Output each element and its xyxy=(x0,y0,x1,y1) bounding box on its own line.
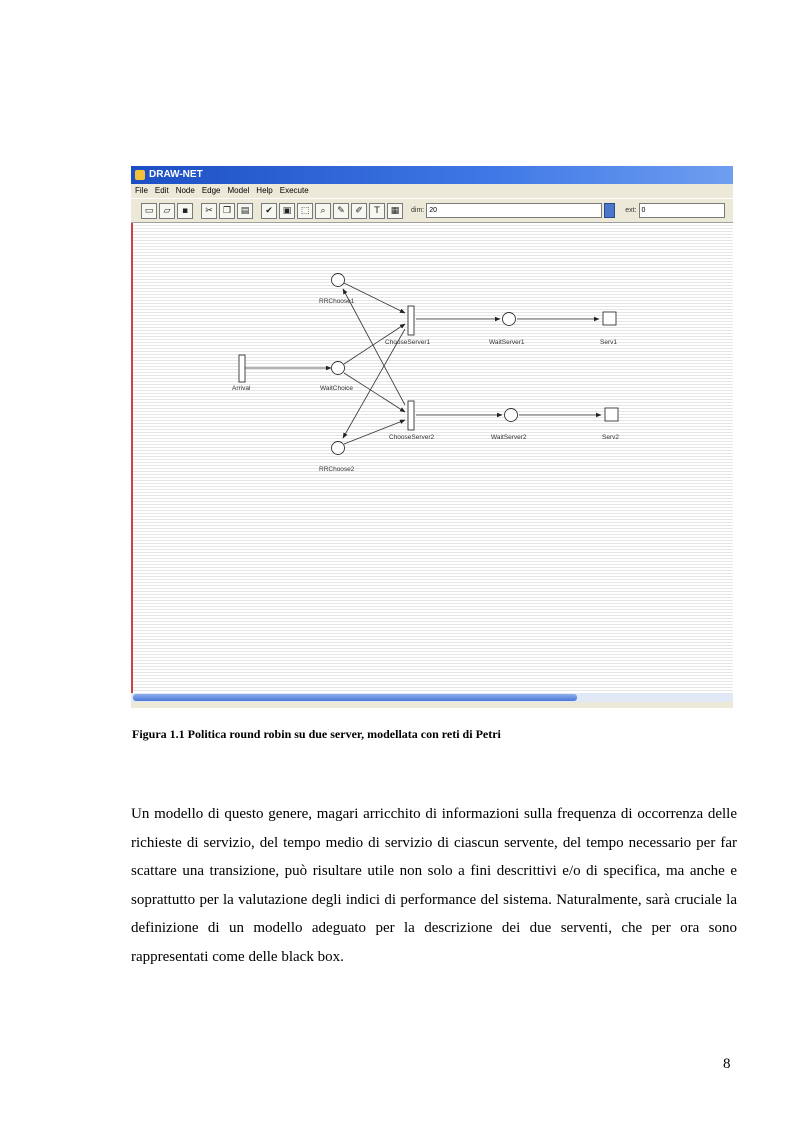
menu-execute[interactable]: Execute xyxy=(279,186,309,195)
place-rrchoose1 xyxy=(332,274,345,287)
drawnet-screenshot xyxy=(131,166,733,708)
status-bar xyxy=(131,702,733,708)
cut-icon[interactable]: ✂ xyxy=(201,203,217,219)
open-folder-icon[interactable]: ▱ xyxy=(159,203,175,219)
scrollbar-thumb[interactable] xyxy=(133,694,577,701)
menu-edge[interactable]: Edge xyxy=(201,186,221,195)
box-serv1 xyxy=(603,312,616,325)
label-chooseserver2: ChooseServer2 xyxy=(389,434,435,441)
place-rrchoose2 xyxy=(332,442,345,455)
menu-node[interactable]: Node xyxy=(175,186,195,195)
transition-arrival xyxy=(239,355,245,382)
arc-waitchoice-choose2 xyxy=(344,373,405,412)
transition-chooseserver2 xyxy=(408,401,414,430)
label-rrchoose1: RRChoose1 xyxy=(319,298,355,305)
select-icon[interactable]: ⬚ xyxy=(297,203,313,219)
dim-input[interactable]: 20 xyxy=(426,203,602,218)
box-serv2 xyxy=(605,408,618,421)
menu-file[interactable]: File xyxy=(135,186,148,195)
zoom-icon[interactable]: ⌕ xyxy=(315,203,331,219)
menu-model[interactable]: Model xyxy=(227,186,250,195)
new-file-icon[interactable]: ▭ xyxy=(141,203,157,219)
window-title: DRAW-NET xyxy=(149,169,203,180)
dim-label: dim: xyxy=(411,207,425,214)
place-waitserver2 xyxy=(505,409,518,422)
check-icon[interactable]: ✔ xyxy=(261,203,277,219)
dim-spinner[interactable] xyxy=(604,203,615,218)
menu-help[interactable]: Help xyxy=(256,186,273,195)
toolbar xyxy=(131,198,733,223)
place-waitserver1 xyxy=(503,313,516,326)
label-waitserver1: WaitServer1 xyxy=(489,339,525,346)
label-waitchoice: WaitChoice xyxy=(320,385,353,392)
label-arrival: Arrival xyxy=(232,385,251,392)
transition-chooseserver1 xyxy=(408,306,414,335)
ext-label: ext: xyxy=(625,207,637,214)
menu-bar xyxy=(131,184,733,198)
edit-icon[interactable]: ✐ xyxy=(351,203,367,219)
place-waitchoice xyxy=(332,362,345,375)
figure-caption: Figura 1.1 Politica round robin su due server, modellata con reti di Petri xyxy=(132,727,501,741)
paste-icon[interactable]: ▤ xyxy=(237,203,253,219)
save-icon[interactable]: ▪ xyxy=(177,203,193,219)
horizontal-scrollbar[interactable] xyxy=(131,693,733,702)
label-serv1: Serv1 xyxy=(600,339,617,346)
menu-edit[interactable]: Edit xyxy=(154,186,169,195)
label-chooseserver1: ChooseServer1 xyxy=(385,339,431,346)
frame-icon[interactable]: ▣ xyxy=(279,203,295,219)
text-icon[interactable]: T xyxy=(369,203,385,219)
diagram-canvas[interactable] xyxy=(131,223,733,693)
grid-icon[interactable]: ▦ xyxy=(387,203,403,219)
petri-net-diagram xyxy=(133,223,733,693)
page-number: 8 xyxy=(723,1056,731,1072)
label-rrchoose2: RRChoose2 xyxy=(319,466,355,473)
window-titlebar xyxy=(131,166,733,184)
pencil-icon[interactable]: ✎ xyxy=(333,203,349,219)
label-waitserver2: WaitServer2 xyxy=(491,434,527,441)
label-serv2: Serv2 xyxy=(602,434,619,441)
ext-input[interactable]: 0 xyxy=(639,203,725,218)
app-icon xyxy=(135,170,145,180)
body-paragraph: Un modello di questo genere, magari arricchito di informazioni sulla frequenza di occorrenza delle richieste di servizio, del tempo medio di servizio di ciascun servente, del tempo necessario per far scattare una transizione, può risultare utile non solo a fini descrittivi e/o di specifica, ma anche e soprattutto per la valutazione degli indici di performance del sistema. Naturalmente, sarà cruciale la definizione di un modello adeguato per la descrizione dei due serventi, che per ora sono rappresentati come delle black box. xyxy=(131,806,737,965)
copy-icon[interactable]: ❐ xyxy=(219,203,235,219)
